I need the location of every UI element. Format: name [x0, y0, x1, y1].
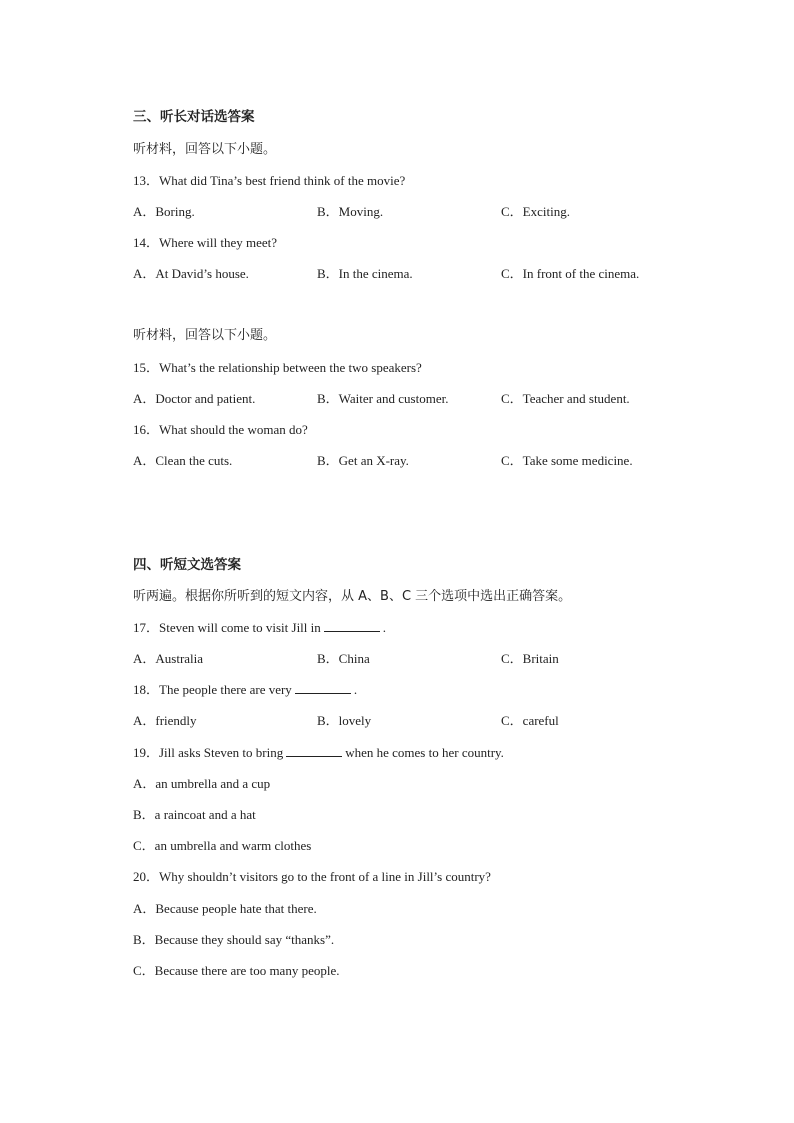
q19-option-a: A．an umbrella and a cup: [133, 776, 271, 791]
q15-option-c: C．Teacher and student.: [501, 391, 630, 406]
q18-option-c: C．careful: [501, 713, 559, 728]
q14-option-a: A．At David’s house.: [133, 266, 249, 281]
question-20: 20．Why shouldn’t visitors go to the front of a line in Jill’s country?: [133, 869, 491, 884]
q18-text: 18．The people there are very: [133, 682, 292, 697]
q18-text-end: .: [353, 682, 358, 697]
q19-option-c: C．an umbrella and warm clothes: [133, 838, 312, 853]
q16-option-b: B．Get an X-ray.: [317, 453, 409, 468]
section3-instruction-a: 听材料，回答以下小题。: [133, 142, 277, 157]
q15-option-b: B．Waiter and customer.: [317, 391, 449, 406]
q15-option-a: A．Doctor and patient.: [133, 391, 256, 406]
q17-text-end: .: [382, 620, 387, 635]
q14-option-c: C．In front of the cinema.: [501, 266, 640, 281]
answer-blank: [324, 620, 380, 632]
question-18: [133, 682, 357, 698]
q13-option-c: C．Exciting.: [501, 204, 570, 219]
answer-blank: [295, 682, 351, 694]
q18-option-a: A．friendly: [133, 713, 197, 728]
q16-option-a: A．Clean the cuts.: [133, 453, 233, 468]
q20-option-b: B．Because they should say “thanks”.: [133, 932, 335, 947]
section4-instruction: 听两遍。根据你所听到的短文内容，从 A、B、C 三个选项中选出正确答案。: [133, 589, 572, 604]
question-13: 13．What did Tina’s best friend think of the movie?: [133, 173, 406, 188]
q16-option-c: C．Take some medicine.: [501, 453, 633, 468]
q18-option-b: B．lovely: [317, 713, 372, 728]
question-14: 14．Where will they meet?: [133, 235, 278, 250]
q13-option-a: A．Boring.: [133, 204, 195, 219]
q17-text: 17．Steven will come to visit Jill in: [133, 620, 321, 635]
question-17: [133, 620, 386, 636]
question-19: [133, 745, 504, 761]
q17-option-a: A．Australia: [133, 651, 204, 666]
q19-text-end: when he comes to her country.: [345, 745, 504, 760]
question-16: 16．What should the woman do?: [133, 422, 308, 437]
answer-blank: [286, 745, 342, 757]
q14-option-b: B．In the cinema.: [317, 266, 413, 281]
section3-heading: 三、听长对话选答案: [133, 109, 255, 125]
q17-option-b: B．China: [317, 651, 370, 666]
question-15: 15．What’s the relationship between the two speakers?: [133, 360, 422, 375]
q20-option-a: A．Because people hate that there.: [133, 901, 317, 916]
q13-option-b: B．Moving.: [317, 204, 384, 219]
section4-heading: 四、听短文选答案: [133, 557, 241, 573]
q19-text: 19．Jill asks Steven to bring: [133, 745, 284, 760]
q19-option-b: B．a raincoat and a hat: [133, 807, 256, 822]
q17-option-c: C．Britain: [501, 651, 559, 666]
section3-instruction-b: 听材料，回答以下小题。: [133, 328, 277, 343]
q20-option-c: C．Because there are too many people.: [133, 963, 340, 978]
